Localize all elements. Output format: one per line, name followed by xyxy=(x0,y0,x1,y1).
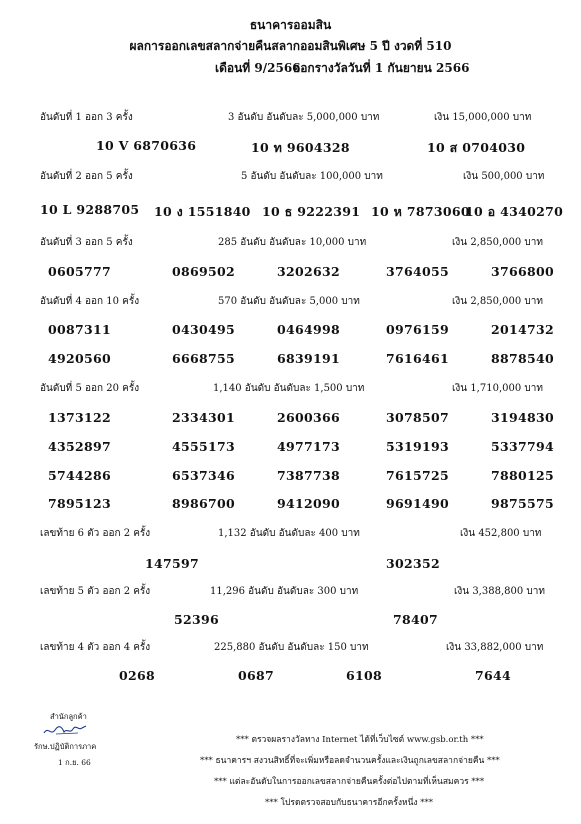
winning-number: 9412090 xyxy=(277,496,340,511)
winning-number: 5319193 xyxy=(386,439,449,454)
prize-total: เงิน 452,800 บาท xyxy=(460,528,542,539)
prize-detail: 1,132 อันดับ อันดับละ 400 บาท xyxy=(218,528,360,539)
winning-number: 10 L 9288705 xyxy=(40,202,140,217)
winning-number: 10 V 6870636 xyxy=(96,138,197,153)
winning-number: 3202632 xyxy=(277,264,340,279)
draw-month: เดือนที่ 9/2566 xyxy=(215,61,301,75)
winning-number: 10 ธ 9222391 xyxy=(262,204,361,219)
winning-number: 4920560 xyxy=(48,351,111,366)
prize-detail: 570 อันดับ อันดับละ 5,000 บาท xyxy=(218,296,360,307)
prize-label: อันดับที่ 3 ออก 5 ครั้ง xyxy=(40,237,133,248)
draw-date: ออกรางวัลวันที่ 1 กันยายน 2566 xyxy=(293,61,470,75)
winning-number: 10 ท 9604328 xyxy=(251,140,350,155)
winning-number: 3078507 xyxy=(386,410,449,425)
prize-detail: 225,880 อันดับ อันดับละ 150 บาท xyxy=(214,642,369,653)
prize-label: เลขท้าย 6 ตัว ออก 2 ครั้ง xyxy=(40,528,151,539)
footer-note: *** ธนาคารฯ สงวนสิทธิ์ที่จะเพิ่มหรือลดจำนวนครั้งและเงินถูกเลขสลากจ่ายคืน *** xyxy=(200,756,500,766)
winning-number: 6839191 xyxy=(277,351,340,366)
document-title: ผลการออกเลขสลากจ่ายคืนสลากออมสินพิเศษ 5 ปี งวดที่ 510 xyxy=(129,39,452,53)
office-name: สำนักลูกค้า xyxy=(50,712,87,721)
prize-total: เงิน 1,710,000 บาท xyxy=(452,383,543,394)
winning-number: 3194830 xyxy=(491,410,554,425)
winning-number: 8986700 xyxy=(172,496,235,511)
winning-number: 3764055 xyxy=(386,264,449,279)
winning-number: 9875575 xyxy=(491,496,554,511)
winning-number: 1373122 xyxy=(48,410,111,425)
prize-label: อันดับที่ 5 ออก 20 ครั้ง xyxy=(40,383,140,394)
winning-number: 4977173 xyxy=(277,439,340,454)
winning-number: 6668755 xyxy=(172,351,235,366)
prize-total: เงิน 33,882,000 บาท xyxy=(446,642,544,653)
winning-number: 10 ง 1551840 xyxy=(154,204,251,219)
winning-number: 6537346 xyxy=(172,468,235,483)
footer-note: *** โปรดตรวจสอบกับธนาคารอีกครั้งหนึ่ง *** xyxy=(265,798,434,808)
winning-number: 4555173 xyxy=(172,439,235,454)
prize-label: อันดับที่ 2 ออก 5 ครั้ง xyxy=(40,171,133,182)
winning-number: 0976159 xyxy=(386,322,449,337)
winning-number: 0464998 xyxy=(277,322,340,337)
footer-note: *** แต่ละอันดับในการออกเลขสลากจ่ายคืนครั้งต่อไปตามที่เห็นสมควร *** xyxy=(214,777,485,787)
winning-number: 7616461 xyxy=(386,351,449,366)
winning-number: 10 อ 4340270 xyxy=(465,204,564,219)
winning-number: 7895123 xyxy=(48,496,111,511)
winning-number: 4352897 xyxy=(48,439,111,454)
winning-number: 5337794 xyxy=(491,439,554,454)
signer-date: 1 ก.ย. 66 xyxy=(58,758,91,767)
winning-number: 0268 xyxy=(119,668,155,683)
winning-number: 10 ห 7873060 xyxy=(371,204,470,219)
winning-number: 5744286 xyxy=(48,468,111,483)
prize-label: อันดับที่ 4 ออก 10 ครั้ง xyxy=(40,296,140,307)
winning-number: 0687 xyxy=(238,668,274,683)
winning-number: 0869502 xyxy=(172,264,235,279)
prize-total: เงิน 500,000 บาท xyxy=(463,171,545,182)
prize-total: เงิน 15,000,000 บาท xyxy=(434,112,532,123)
winning-number: 2334301 xyxy=(172,410,235,425)
winning-number: 0087311 xyxy=(48,322,111,337)
winning-number: 9691490 xyxy=(386,496,449,511)
winning-number: 7387738 xyxy=(277,468,340,483)
prize-detail: 11,296 อันดับ อันดับละ 300 บาท xyxy=(210,586,359,597)
bank-name: ธนาคารออมสิน xyxy=(249,18,332,32)
signer-title: รักษ.ปฏิบัติการภาค xyxy=(34,742,97,751)
winning-number: 8878540 xyxy=(491,351,554,366)
winning-number: 52396 xyxy=(174,612,219,627)
prize-detail: 1,140 อันดับ อันดับละ 1,500 บาท xyxy=(213,383,365,394)
winning-number: 147597 xyxy=(145,556,199,571)
winning-number: 3766800 xyxy=(491,264,554,279)
prize-total: เงิน 2,850,000 บาท xyxy=(452,296,543,307)
prize-label: เลขท้าย 5 ตัว ออก 2 ครั้ง xyxy=(40,586,151,597)
winning-number: 7880125 xyxy=(491,468,554,483)
prize-detail: 3 อันดับ อันดับละ 5,000,000 บาท xyxy=(228,112,380,123)
prize-label: อันดับที่ 1 ออก 3 ครั้ง xyxy=(40,112,133,123)
winning-number: 7644 xyxy=(475,668,511,683)
winning-number: 78407 xyxy=(393,612,438,627)
winning-number: 7615725 xyxy=(386,468,449,483)
winning-number: 0605777 xyxy=(48,264,111,279)
prize-total: เงิน 3,388,800 บาท xyxy=(454,586,545,597)
prize-label: เลขท้าย 4 ตัว ออก 4 ครั้ง xyxy=(40,642,151,653)
winning-number: 6108 xyxy=(346,668,382,683)
prize-detail: 5 อันดับ อันดับละ 100,000 บาท xyxy=(241,171,383,182)
prize-detail: 285 อันดับ อันดับละ 10,000 บาท xyxy=(218,237,367,248)
footer-note: *** ตรวจผลรางวัลทาง Internet ได้ที่เว็บไซต์ www.gsb.or.th *** xyxy=(236,735,484,745)
signature-image xyxy=(42,722,90,738)
winning-number: 2600366 xyxy=(277,410,340,425)
winning-number: 2014732 xyxy=(491,322,554,337)
winning-number: 0430495 xyxy=(172,322,235,337)
winning-number: 302352 xyxy=(386,556,440,571)
winning-number: 10 ส 0704030 xyxy=(427,140,526,155)
prize-total: เงิน 2,850,000 บาท xyxy=(452,237,543,248)
